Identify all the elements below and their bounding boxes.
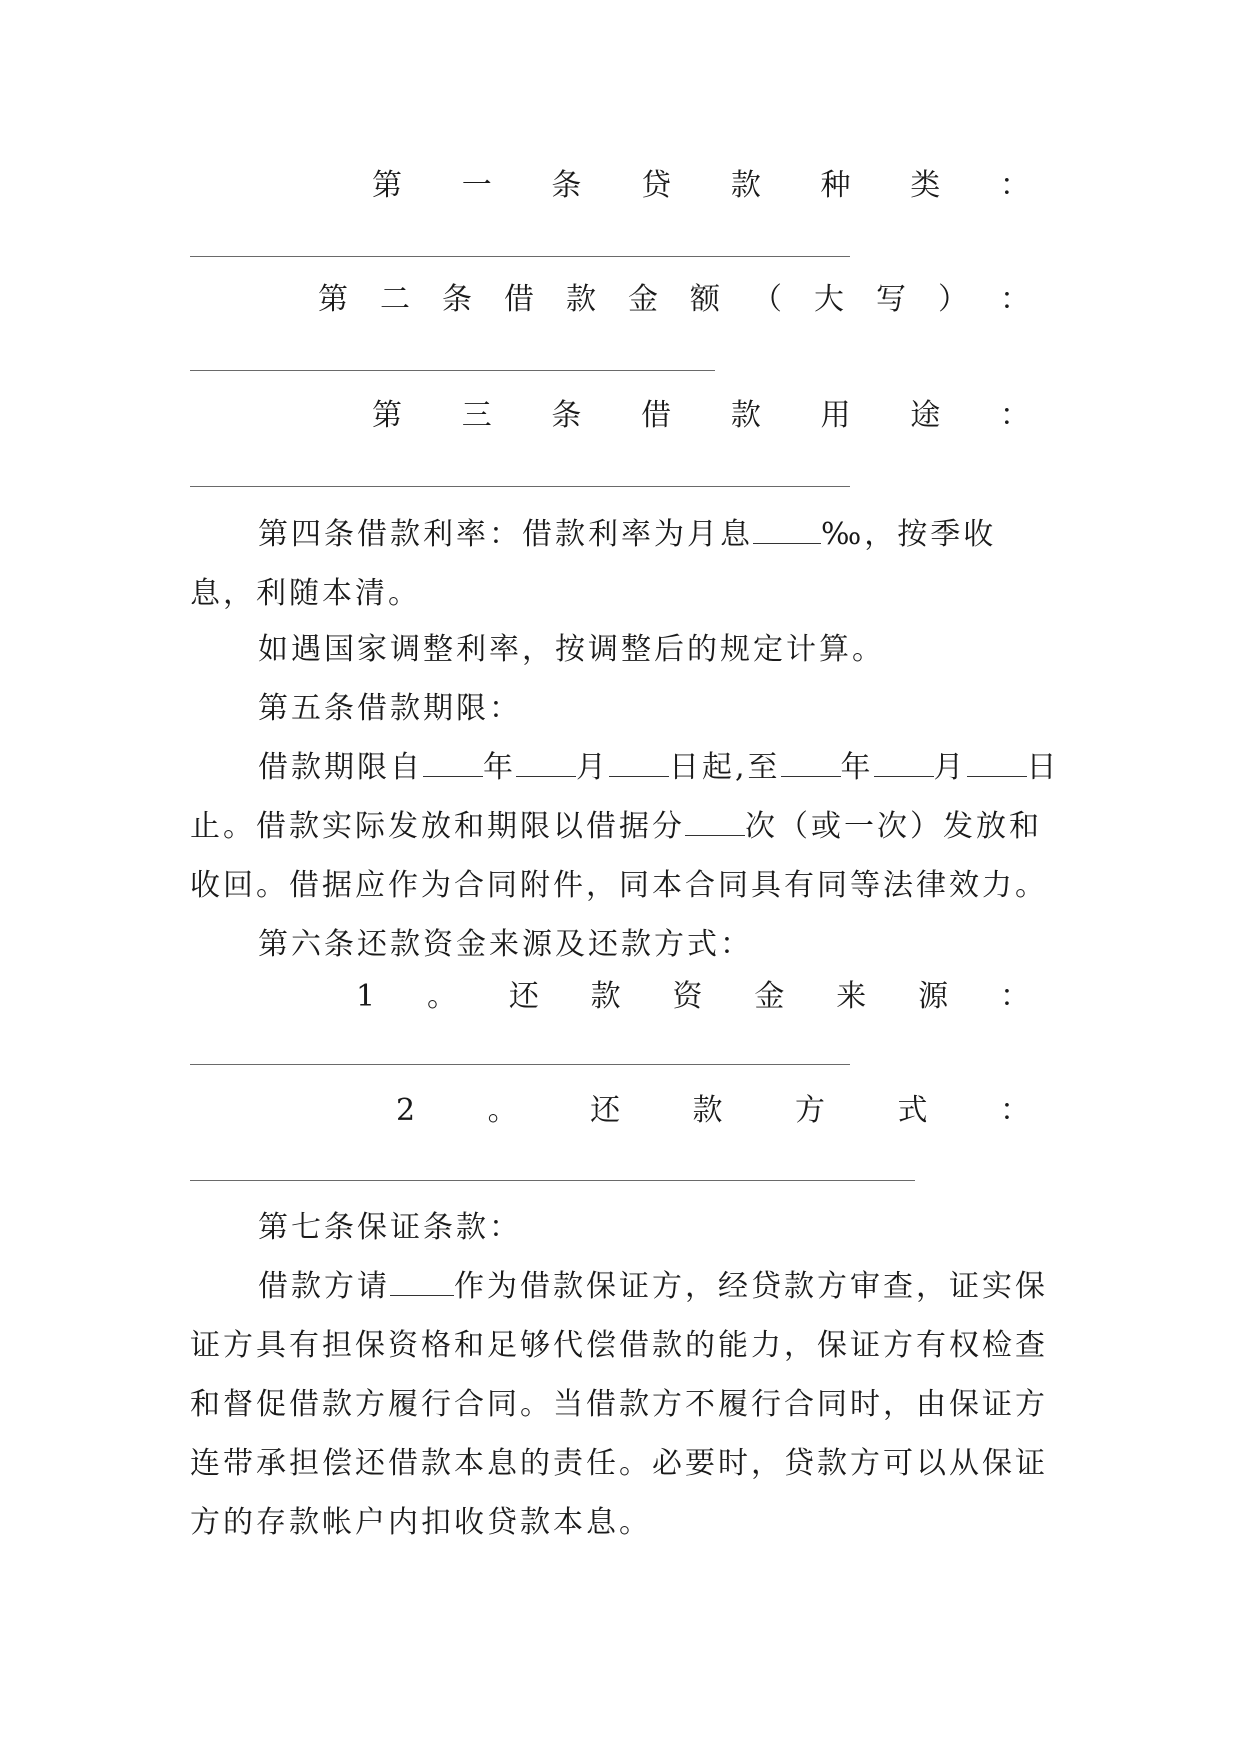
blank-line xyxy=(190,486,850,487)
char: 贷 xyxy=(641,168,672,203)
article-6-item-1 xyxy=(356,977,1030,1017)
day-blank xyxy=(609,750,669,777)
char: 1 xyxy=(356,979,376,1014)
char: ： xyxy=(999,168,1030,203)
char: 。 xyxy=(487,1093,518,1128)
day-blank xyxy=(967,750,1027,777)
char: ： xyxy=(999,398,1030,433)
text-segment: 年 xyxy=(840,750,874,785)
blank-line xyxy=(190,370,715,371)
char: 款 xyxy=(590,979,621,1014)
char: 来 xyxy=(836,979,867,1014)
text-segment: 次（或一次）发放和收回。借据应作为合同附件，同本合同具有同等法律效力。 xyxy=(190,809,1048,903)
text-segment: 月 xyxy=(576,750,609,785)
blank-line xyxy=(190,1064,850,1065)
text-segment: 作为借款保证方，经贷款方审查，证实保证方具有担保资格和足够代偿借款的能力，保证方有权检查和督促借款方履行合同。当借款方不履行合同时，由保证方连带承担偿还借款本息的责任。必要时，贷款方可以从保证方的存款帐户内扣收贷款本息。 xyxy=(190,1269,1048,1540)
char: 大 xyxy=(814,282,844,317)
char: 款 xyxy=(730,168,761,203)
article-4-text-b: ‰，按季收息，利随本清。 xyxy=(190,517,997,611)
char: 2 xyxy=(396,1093,416,1128)
text-segment: 借款方请 xyxy=(258,1269,390,1304)
char: 第 xyxy=(372,398,402,433)
text-segment: 月 xyxy=(933,750,967,785)
article-5-title: 第五条借款期限： xyxy=(258,691,522,726)
char: ： xyxy=(999,979,1030,1014)
char: ） xyxy=(938,282,968,317)
article-4-paragraph xyxy=(190,505,1060,623)
char: 途 xyxy=(910,398,941,433)
month-blank xyxy=(874,750,934,777)
text-segment: 日起,至 xyxy=(669,750,781,785)
char: 款 xyxy=(692,1093,723,1128)
char: 式 xyxy=(897,1093,928,1128)
article-7-paragraph xyxy=(190,1257,1060,1552)
char: 用 xyxy=(820,398,851,433)
char: 金 xyxy=(628,282,658,317)
article-7-title: 第七条保证条款： xyxy=(258,1210,522,1245)
month-blank xyxy=(516,750,576,777)
year-blank xyxy=(781,750,841,777)
char: 一 xyxy=(461,168,492,203)
times-blank xyxy=(685,809,745,836)
blank-line xyxy=(190,1180,915,1181)
char: 还 xyxy=(508,979,539,1014)
char: 款 xyxy=(566,282,596,317)
char: 额 xyxy=(690,282,720,317)
article-6-title: 第六条还款资金来源及还款方式： xyxy=(258,927,753,962)
article-4-note: 如遇国家调整利率，按调整后的规定计算。 xyxy=(258,632,885,667)
char: 方 xyxy=(795,1093,826,1128)
char: 借 xyxy=(641,398,672,433)
char: 种 xyxy=(820,168,851,203)
article-2-heading xyxy=(318,280,1030,320)
char: 二 xyxy=(380,282,410,317)
char: 借 xyxy=(504,282,534,317)
char: 三 xyxy=(461,398,492,433)
rate-blank xyxy=(753,517,821,544)
text-segment: 日止。借款实际发放和期限以借据分 xyxy=(190,750,1060,844)
article-4-text-a: 第四条借款利率：借款利率为月息 xyxy=(258,517,753,552)
text-segment: 年 xyxy=(483,750,516,785)
year-blank xyxy=(423,750,483,777)
char: ： xyxy=(1000,1093,1030,1128)
char: （ xyxy=(752,282,782,317)
blank-line xyxy=(190,256,850,257)
char: 金 xyxy=(754,979,785,1014)
char: 类 xyxy=(910,168,941,203)
char: 资 xyxy=(672,979,703,1014)
char: 条 xyxy=(442,282,472,317)
char: 还 xyxy=(590,1093,621,1128)
char: 条 xyxy=(551,398,582,433)
char: 源 xyxy=(918,979,949,1014)
article-3-heading xyxy=(372,396,1030,436)
char: 写 xyxy=(876,282,906,317)
char: 第 xyxy=(318,282,348,317)
article-5-paragraph xyxy=(190,738,1060,915)
char: 第 xyxy=(372,168,402,203)
guarantor-blank xyxy=(390,1269,454,1296)
article-1-heading xyxy=(372,166,1030,206)
char: 。 xyxy=(426,979,457,1014)
text-segment: 借款期限自 xyxy=(258,750,423,785)
char: 款 xyxy=(730,398,761,433)
char: ： xyxy=(1000,282,1030,317)
article-6-item-2 xyxy=(396,1091,1030,1131)
char: 条 xyxy=(551,168,582,203)
